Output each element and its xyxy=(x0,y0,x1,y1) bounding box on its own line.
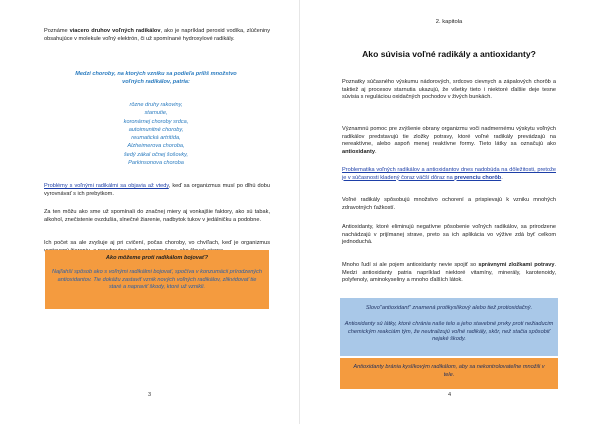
research-paragraph: Poznatky súčasného výskumu nádorových, srdcovo cievnych a zápalových chorôb a taktiež aj procesov starnutia ukazujú, že všetky tieto i niektoré ďalšie deje tesne súvisia s reguláciou oxidačných pochodov v živých bunkách. xyxy=(342,79,556,101)
disease-item: Alzheimerova choroba, xyxy=(127,143,185,150)
diseases-cause-paragraph: Voľné radikály spôsobujú množstvo ochorení a prispievajú k vzniku mnohých zdravotných ťažkostí. xyxy=(342,197,556,211)
disease-item: Parkinsonova choroba xyxy=(128,160,184,167)
prevention-bold-link[interactable]: prevenciu chorôb xyxy=(454,174,502,181)
food-components-term: správnymi zložkami potravy xyxy=(478,262,555,268)
disease-item: autoimunitné choroby, xyxy=(128,126,184,133)
diseases-list xyxy=(70,101,242,167)
problems-paragraph: Problémy s voľnými radikálmi sa objavia až vtedy, keď sa organizmus musí po dlhú dobu vyrovnávať s ich prebytkom. xyxy=(44,183,270,197)
antioxidants-definition-paragraph: Významnú pomoc pre zvýšenie obrany organizmu voči nadmernému výskytu voľných radikálov predstavujú tie zložky potravy, ktoré voľné radikály prevádzajú na nereaktívne, alebo aspoň menej reaktívne formy. Tieto látky sa označujú ako antioxidanty. xyxy=(342,126,556,155)
chapter-label: 2. kapitola xyxy=(435,19,463,25)
prevention-paragraph: Problematika voľných radikálov a antioxidantov dnes nadobúda na dôležitosti, pretože je v súčasnosti kladený čoraz väčší dôraz na prevenciu chorôb. xyxy=(342,167,556,181)
disease-item: šedý zákal očnej šošovky, xyxy=(123,151,189,158)
disease-item: rôzne druhy rakoviny, xyxy=(129,102,183,108)
chapter-title: Ako súvisia voľné radikály a antioxidanty? xyxy=(362,49,536,59)
problems-link[interactable]: Problémy s voľnými radikálmi sa objavia až vtedy xyxy=(44,183,169,189)
fight-radicals-title: Ako môžeme proti radikálom bojovať? xyxy=(105,255,209,261)
antioxidant-word-meaning: Slovo"antioxidant" znamená protikyslíkový alebo tiež protioxidačný. xyxy=(365,305,533,311)
exercise-paragraph: Ich počet sa ale zvyšuje aj pri cvičení, počas choroby, vo chvíľach, keď je organizmus xyxy=(44,240,270,246)
intro-bold-term: viacero druhov voľných radikálov xyxy=(69,28,161,34)
risk-factors-paragraph: Za ten môžu ako sme už spomínali do značnej miery aj vonkajšie faktory, ako sú tabak, alkohol, znečistenie ovzdušia, slnečné žiarenie, nadbytok tukov v jedálničku a podobne. xyxy=(44,209,270,223)
page-number-left: 3 xyxy=(148,392,152,398)
antioxidants-term: antioxidanty xyxy=(342,148,375,155)
food-components-paragraph: Mnoho ľudí si ale pojem antioxidanty nevie spojiť so správnymi zložkami potravy. Medzi antioxidanty patria napríklad niektoré vitamíny, minerály, karotenoidy, polyfenoly, aminokyseliny a mnoho ďalších látok. xyxy=(342,262,556,284)
disease-item: koronárnej choroby srdca, xyxy=(123,118,189,125)
disease-item: starnutie, xyxy=(144,110,168,117)
intro-paragraph: Poznáme viacero druhov voľných radikálov, ako je napríklad peroxid vodíka, zlúčeniny obsahujúce v molekule voľný elektrón, či už spomínané hydroxylové radikály. xyxy=(44,28,270,42)
food-antioxidants-paragraph: Antioxidanty, ktoré eliminujú negatívne pôsobenie voľných radikálov, sa prirodzene nachádzajú v prijímanej strave, preto sa ich aplikácia vo výžive zdá byť celkom jednoduchá. xyxy=(342,224,556,246)
prevention-link[interactable]: Problematika voľných radikálov a antioxidantov dnes nadobúda na dôležitosti, pretože je v súčasnosti kladený čoraz väčší dôraz na xyxy=(342,167,556,181)
page-number-right: 4 xyxy=(448,392,452,398)
fight-radicals-text: Najľahší spôsob ako s voľnými radikálmi bojovať, spočíva v konzumácii prírodzených antioxidantov. Tie dokážu zastaviť vznik nových voľných radikálov, zlikvidovať tie staré a napraviť škody, ktoré už vznikli. xyxy=(52,269,263,291)
antioxidant-function-text: Antioxidanty sú látky, ktoré chránia naše telo a jeho stavebné prvky proti nežiaducim chemickým reakciám tým, že neutralizujú voľné radikály, skôr, než stačia spôsobiť nejaké škody. xyxy=(344,321,554,343)
diseases-heading: Medzi choroby, na ktorých vzniku sa podieľa priliš množstvo voľných radikálov, patria: xyxy=(75,71,237,85)
oxygen-radicals-text: Antioxidanty bránia kyslíkovým radikálom, aby sa nekontrolovateľne množili v tele. xyxy=(353,364,545,378)
disease-item: reumatická artritída, xyxy=(131,135,181,142)
page-spine-divider xyxy=(299,0,300,424)
